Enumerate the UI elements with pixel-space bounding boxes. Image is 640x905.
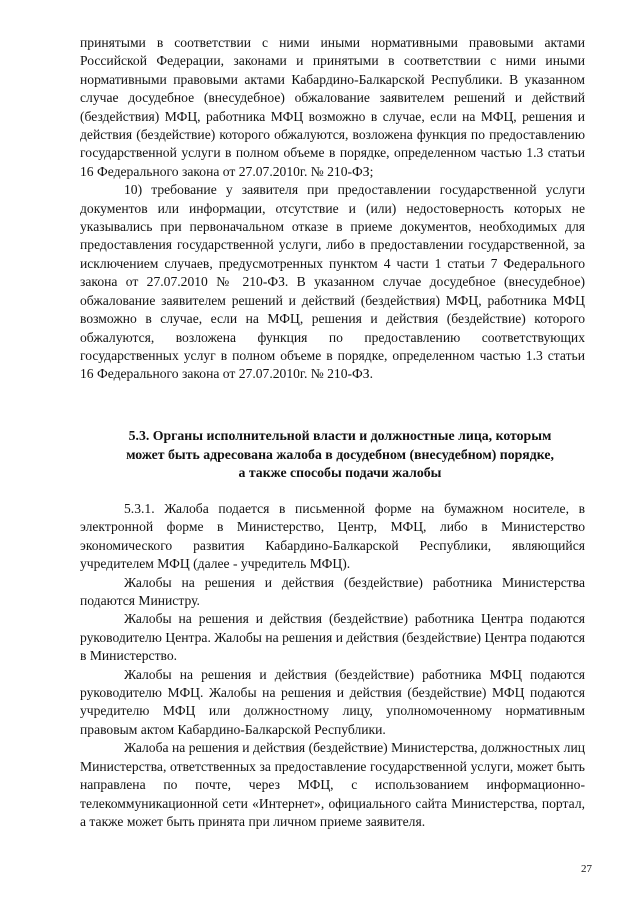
section-heading: [90, 427, 590, 483]
paragraph-mfc-complaints: Жалобы на решения и действия (бездействие) работника МФЦ подаются руководителю МФЦ. Жалобы на решения и действия (бездействие) МФЦ подаются учредителю МФЦ или должностному лицу, уполномоченному нормативным правовым актом Кабардино-Балкарской Республики.: [80, 666, 585, 737]
page-number: 27: [581, 863, 592, 875]
section-heading-line-3: а также способы подачи жалобы: [238, 465, 442, 481]
bottom-text-block: [80, 500, 585, 831]
paragraph-continuation: принятыми в соответствии с ними иными нормативными правовыми актами Российской Федерации, законами и принятыми в соответствии с ними иными нормативными правовыми актами Кабардино-Балкарской Республики. В указанном случае досудебное (внесудебное) обжалование заявителем решений и действий (бездействия) МФЦ, работника МФЦ возможно в случае, если на МФЦ, решения и действия (бездействие) которого обжалуются, возложена функция по предоставлению государственной услуги в полном объеме в порядке, определенном частью 1.3 статьи 16 Федерального закона от 27.07.2010г. № 210-ФЗ;: [80, 35, 585, 179]
paragraph-5-3-1: 5.3.1. Жалоба подается в письменной форме на бумажном носителе, в электронной форме в Министерство, Центр, МФЦ, либо в Министерство экономического развития Кабардино-Балкарской Республики, являющийся учредителем МФЦ (далее - учредитель МФЦ).: [80, 501, 585, 572]
paragraph-submission-methods: Жалоба на решения и действия (бездействие) Министерства, должностных лиц Министерства, ответственных за предоставление государственной услуги, может быть направлена по почте, через МФЦ, с использованием информационно-телекоммуникационной сети «Интернет», официального сайта Министерства, портал, а также может быть принята при личном приеме заявителя.: [80, 740, 585, 829]
top-text-block: [80, 34, 585, 384]
paragraph-center-complaints: Жалобы на решения и действия (бездействие) работника Центра подаются руководителю Центра. Жалобы на решения и действия (бездействие) Центра подаются в Министерство.: [80, 611, 585, 664]
paragraph-ministry-complaints: Жалобы на решения и действия (бездействие) работника Министерства подаются Министру.: [80, 574, 585, 609]
paragraph-item-10: 10) требование у заявителя при предоставлении государственной услуги документов или информации, отсутствие и (или) недостоверность которых не указывались при первоначальном отказе в приеме документов, необходимых для предоставления государственной услуги, либо в предоставлении государственной, за исключением случаев, предусмотренных пунктом 4 части 1 статьи 7 Федерального закона от 27.07.2010 № 210-ФЗ. В указанном случае досудебное (внесудебное) обжалование заявителем решений и действий (бездействия) МФЦ, работника МФЦ возможно в случае, если на МФЦ, решения и действия (бездействие) которого обжалуются, возложена функция по предоставлению соответствующих государственных услуг в полном объеме в порядке, определенном частью 1.3 статьи 16 Федерального закона от 27.07.2010г. № 210-ФЗ.: [80, 182, 585, 382]
section-heading-line-2: может быть адресована жалоба в досудебном (внесудебном) порядке,: [126, 446, 554, 462]
section-heading-line-1: 5.3. Органы исполнительной власти и должностные лица, которым: [128, 428, 552, 443]
